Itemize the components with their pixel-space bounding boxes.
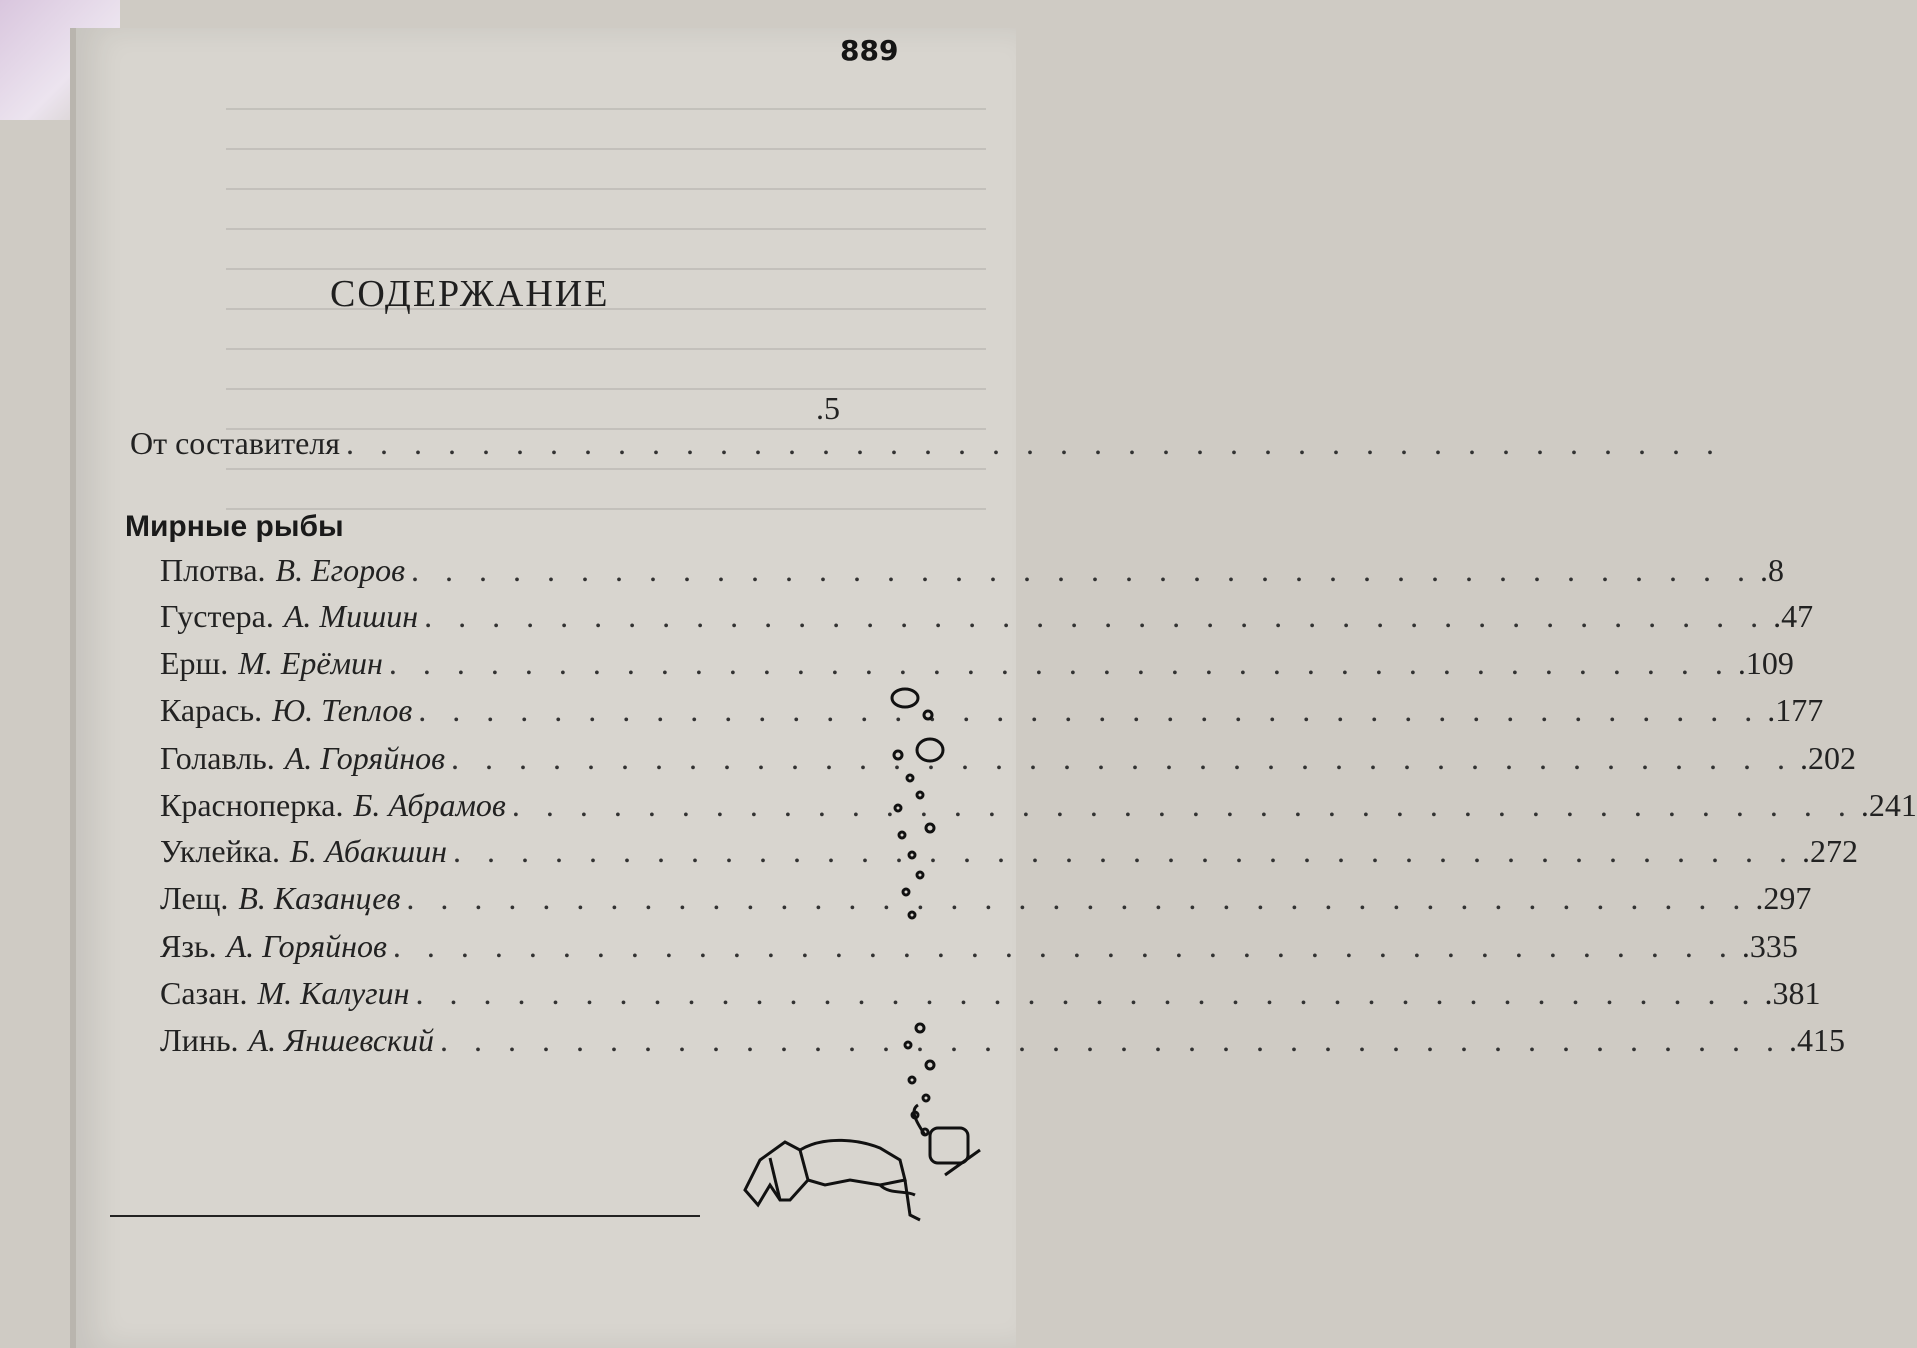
toc-entry-title: Плотва.	[160, 552, 266, 588]
page-ref: .202	[1800, 740, 1856, 776]
toc-entry-title: Сазан.	[160, 975, 248, 1011]
toc-entry-title: Красноперка.	[160, 787, 344, 823]
toc-entry-author: Ю. Теплов	[272, 692, 413, 728]
toc-entry-author: М. Калугин	[257, 975, 410, 1011]
dot-leader: . . . . . . . . . . . . . . . . . . . . . . . . . . . . . . . . . . . . . . . .	[418, 692, 1762, 728]
page-ref: .8	[1760, 552, 1784, 588]
page-ref: .47	[1773, 598, 1814, 634]
toc-entry-title: Карась.	[160, 692, 263, 728]
dot-leader: . . . . . . . . . . . . . . . . . . . . . . . . . . . . . . . . . . . . . . . .	[415, 975, 1759, 1011]
toc-entry-title: Язь.	[160, 928, 217, 964]
toc-entry-title: Лещ.	[160, 880, 229, 916]
toc-entry-author: М. Ерёмин	[238, 645, 383, 681]
page-number: 889	[840, 34, 899, 67]
dot-leader: . . . . . . . . . . . . . . . . . . . . . . . . . . . . . . . . . . . . . . . .	[452, 833, 1796, 869]
page-ref: .381	[1764, 975, 1821, 1011]
bleed-through-text	[226, 108, 986, 548]
section-heading: Мирные рыбы	[125, 510, 344, 543]
page-ref: .297	[1755, 880, 1812, 916]
toc-entry-intro	[130, 425, 1723, 475]
dot-leader: . . . . . . . . . . . . . . . . . . . . . . . . . . . . . . . . . . . . . . . .	[440, 1022, 1783, 1058]
dot-leader: . . . . . . . . . . . . . . . . . . . . . . . . . . . . . . . . . . . . . . . .	[411, 552, 1754, 588]
dot-leader: . . . . . . . . . . . . . . . . . . . . . . . . . . . . . . . . . . . . . . . . .	[345, 425, 1723, 461]
toc-entry-author: А. Яншевский	[248, 1022, 434, 1058]
toc-entry-author: Б. Абакшин	[289, 833, 447, 869]
page-ref: .109	[1737, 645, 1794, 681]
bottom-rule	[110, 1215, 700, 1217]
toc-entry-title: Густера.	[160, 598, 274, 634]
toc-entry-title: Ерш.	[160, 645, 229, 681]
toc-entry-author: Б. Абрамов	[353, 787, 506, 823]
toc-entry	[160, 598, 1814, 648]
dot-leader: . . . . . . . . . . . . . . . . . . . . . . . . . . . . . . . . . . . . . . . .	[388, 645, 1732, 681]
toc-entry-page-intro	[760, 390, 840, 440]
toc-entry-title: Линь.	[160, 1022, 239, 1058]
toc-entry-author: А. Горяйнов	[284, 740, 445, 776]
toc-entry-author: А. Горяйнов	[226, 928, 387, 964]
toc-entry-author: А. Мишин	[283, 598, 419, 634]
page-ref: .5	[816, 390, 840, 426]
toc-entry-title: Голавль.	[160, 740, 275, 776]
toc-entry-author: В. Казанцев	[238, 880, 401, 916]
dot-leader: . . . . . . . . . . . . . . . . . . . . . . . . . . . . . . . . . . . . . . . .	[451, 740, 1794, 776]
toc-entry	[160, 552, 1784, 602]
toc-entry-title: От составителя	[130, 425, 340, 461]
dot-leader: . . . . . . . . . . . . . . . . . . . . . . . . . . . . . . . . . . . . . . . .	[424, 598, 1768, 634]
toc-entry-title: Уклейка.	[160, 833, 280, 869]
dot-leader: . . . . . . . . . . . . . . . . . . . . . . . . . . . . . . . . . . . . . . . .	[511, 787, 1855, 823]
diver-illustration	[730, 680, 1000, 1330]
page-ref: .177	[1767, 692, 1824, 728]
dot-leader: . . . . . . . . . . . . . . . . . . . . . . . . . . . . . . . . . . . . . . . .	[392, 928, 1736, 964]
page-ref: .415	[1789, 1022, 1845, 1058]
page-title: СОДЕРЖАНИЕ	[330, 273, 610, 315]
page-ref: .272	[1801, 833, 1858, 869]
toc-entry-author: В. Егоров	[275, 552, 405, 588]
page-ref: .335	[1741, 928, 1798, 964]
page-ref: .241	[1860, 787, 1917, 823]
dot-leader: . . . . . . . . . . . . . . . . . . . . . . . . . . . . . . . . . . . . . . . .	[406, 880, 1750, 916]
